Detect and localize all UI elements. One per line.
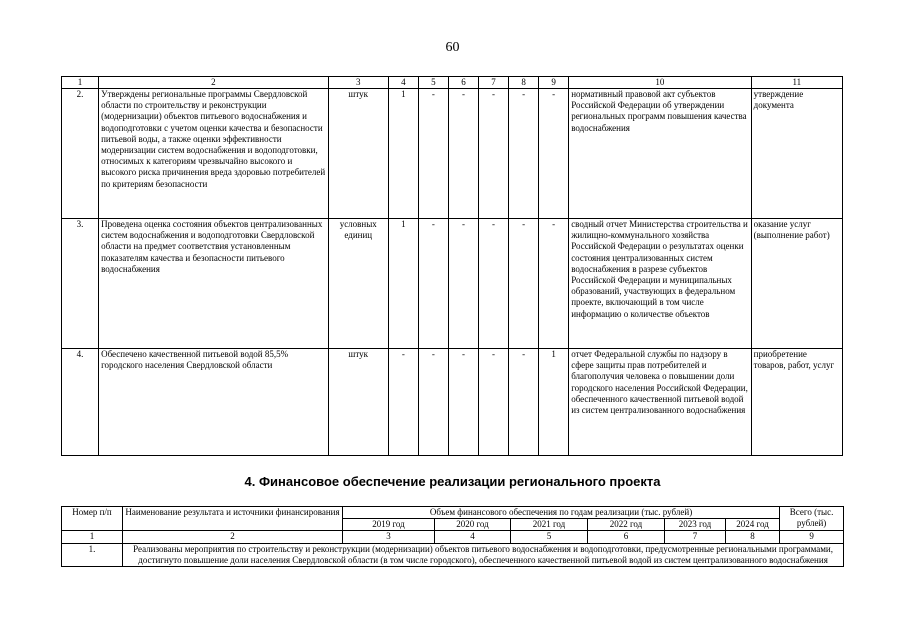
value-cell: - xyxy=(388,349,418,456)
value-cell: 1 xyxy=(388,219,418,349)
year-header: 2020 год xyxy=(435,519,511,531)
result-type: утверждение документа xyxy=(751,89,842,219)
year-header: 2022 год xyxy=(588,519,665,531)
header-cell: 10 xyxy=(569,77,751,89)
row-number: 4. xyxy=(62,349,99,456)
year-header: 2021 год xyxy=(511,519,588,531)
header-cell: 1 xyxy=(62,77,99,89)
value-cell: - xyxy=(479,349,509,456)
row-number: 1. xyxy=(62,543,123,566)
table-header-row xyxy=(62,507,844,519)
index-cell: 9 xyxy=(780,531,844,543)
financing-table xyxy=(61,506,844,567)
value-cell: - xyxy=(509,349,539,456)
section-title: 4. Финансовое обеспечение реализации регионального проекта xyxy=(244,474,661,489)
year-header: 2019 год xyxy=(343,519,435,531)
document-description: отчет Федеральной службы по надзору в сфере защиты прав потребителей и благополучия человека о повышении доли городского населения Российской Федерации, обеспеченного качественной питьевой водой из систем централизованного водоснабжения xyxy=(569,349,751,456)
document-description: сводный отчет Министерства строительства и жилищно-коммунального хозяйства Российской Федерации о результатах оценки состояния централизованных систем водоснабжения в разрезе субъектов Российской Федерации и муниципальных образований, участвующих в федеральном проекте, включающий в том числе информацию о количестве объектов xyxy=(569,219,751,349)
unit: штук xyxy=(328,349,388,456)
table-row xyxy=(62,219,843,349)
value-cell: - xyxy=(418,89,448,219)
index-cell: 3 xyxy=(343,531,435,543)
header-cell: 4 xyxy=(388,77,418,89)
result-name: Утверждены региональные программы Свердловской области по строительству и реконструкции (модернизации) объектов питьевого водоснабжения и водоподготовки с учетом оценки качества и безопасности питьевой воды, а также оценки эффективности модернизации систем водоснабжения и водоподготовки, относимых к категориям чрезвычайно высокого и высокого риска причинения вреда здоровью потребителей по критериям безопасности xyxy=(99,89,329,219)
index-cell: 7 xyxy=(665,531,726,543)
header-cell: 9 xyxy=(539,77,569,89)
table-row xyxy=(62,543,844,566)
header-cell: 7 xyxy=(479,77,509,89)
header-total: Всего (тыс. рублей) xyxy=(780,507,844,531)
table-header-row xyxy=(62,77,843,89)
value-cell: 1 xyxy=(388,89,418,219)
table-row xyxy=(62,89,843,219)
index-row xyxy=(62,531,844,543)
page-number: 60 xyxy=(445,40,460,55)
index-cell: 4 xyxy=(435,531,511,543)
value-cell: - xyxy=(509,89,539,219)
header-cell: 5 xyxy=(418,77,448,89)
header-cell: 11 xyxy=(751,77,842,89)
value-cell: - xyxy=(448,349,478,456)
document-description: нормативный правовой акт субъектов Российской Федерации об утверждении региональных программ повышения качества водоснабжения xyxy=(569,89,751,219)
value-cell: - xyxy=(448,219,478,349)
value-cell: - xyxy=(539,219,569,349)
header-volume: Объем финансового обеспечения по годам реализации (тыс. рублей) xyxy=(343,507,780,519)
header-cell: 3 xyxy=(328,77,388,89)
index-cell: 2 xyxy=(123,531,343,543)
result-type: оказание услуг (выполнение работ) xyxy=(751,219,842,349)
value-cell: - xyxy=(509,219,539,349)
result-type: приобретение товаров, работ, услуг xyxy=(751,349,842,456)
index-cell: 1 xyxy=(62,531,123,543)
unit: условных единиц xyxy=(328,219,388,349)
unit: штук xyxy=(328,89,388,219)
value-cell: - xyxy=(448,89,478,219)
header-cell: 8 xyxy=(509,77,539,89)
value-cell: - xyxy=(418,349,448,456)
result-name: Обеспечено качественной питьевой водой 85,5% городского населения Свердловской области xyxy=(99,349,329,456)
header-cell: 2 xyxy=(99,77,329,89)
value-cell: - xyxy=(539,89,569,219)
value-cell: - xyxy=(479,89,509,219)
index-cell: 5 xyxy=(511,531,588,543)
results-table xyxy=(61,76,843,456)
result-name: Проведена оценка состояния объектов централизованных систем водоснабжения и водоподготовки Свердловской области на предмет соответствия установленным показателям качества и безопасности питьевого водоснабжения xyxy=(99,219,329,349)
header-number: Номер п/п xyxy=(62,507,123,531)
result-description: Реализованы мероприятия по строительству и реконструкции (модернизации) объектов питьевого водоснабжения и водоподготовки, предусмотренные региональными программами, достигнуто повышение доли населения Свердловской области (в том числе городского), обеспеченного качественной питьевой водой из систем централизованного водоснабжения xyxy=(123,543,844,566)
value-cell: - xyxy=(418,219,448,349)
header-cell: 6 xyxy=(448,77,478,89)
year-header: 2023 год xyxy=(665,519,726,531)
row-number: 2. xyxy=(62,89,99,219)
header-name: Наименование результата и источники финансирования xyxy=(123,507,343,531)
index-cell: 8 xyxy=(726,531,780,543)
value-cell: - xyxy=(479,219,509,349)
year-header: 2024 год xyxy=(726,519,780,531)
table-row xyxy=(62,349,843,456)
row-number: 3. xyxy=(62,219,99,349)
index-cell: 6 xyxy=(588,531,665,543)
value-cell: 1 xyxy=(539,349,569,456)
